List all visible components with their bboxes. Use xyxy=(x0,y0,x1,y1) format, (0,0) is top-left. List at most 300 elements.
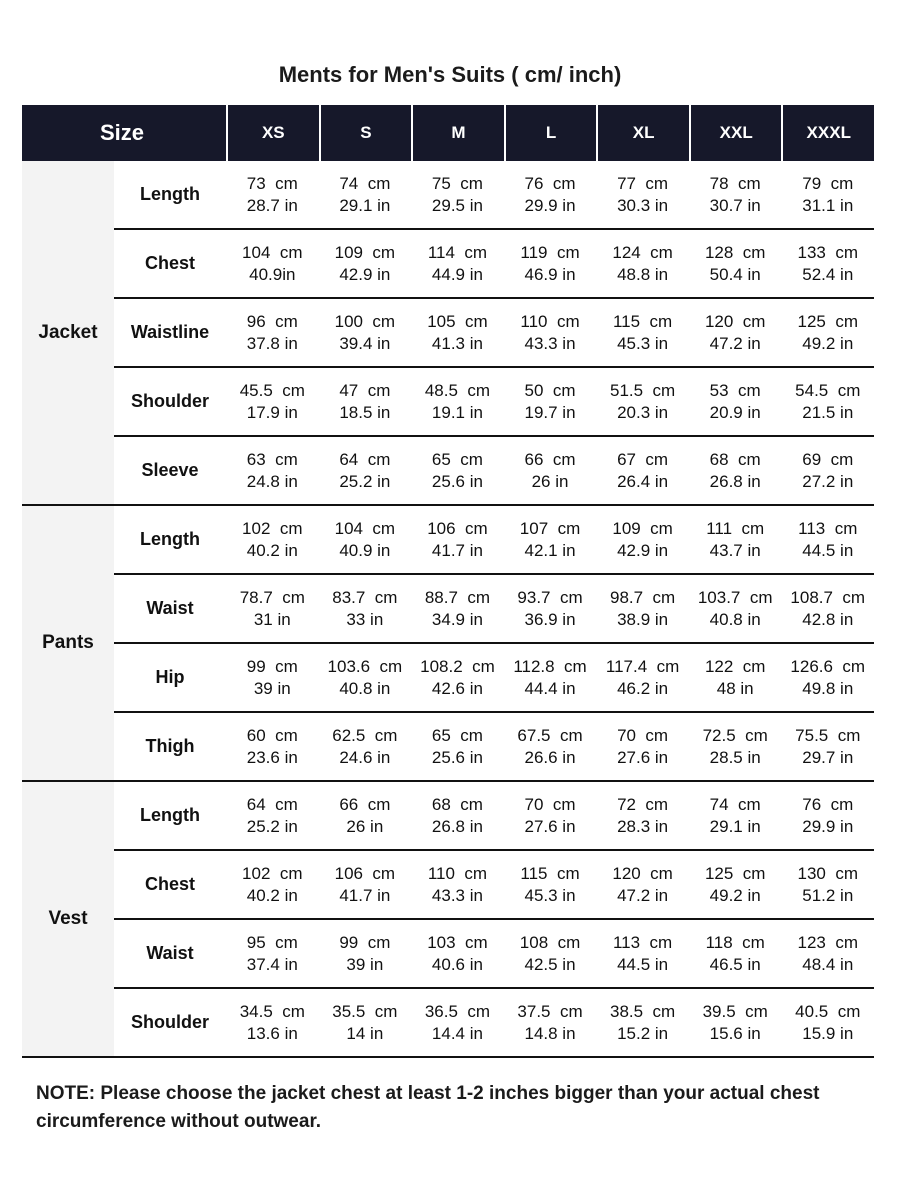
value-cm: 113 cm xyxy=(798,518,858,538)
table-cell xyxy=(689,575,782,642)
value-inch: 44.5 in xyxy=(617,954,669,974)
value-inch: 37.8 in xyxy=(246,333,298,353)
value-inch: 31 in xyxy=(253,609,291,629)
value-cm: 130 cm xyxy=(797,863,858,883)
table-cell xyxy=(504,437,597,504)
value-cm: 53 cm xyxy=(709,380,761,400)
value-cm: 62.5 cm xyxy=(332,725,398,745)
table-cell xyxy=(226,161,319,228)
table-cell xyxy=(596,782,689,849)
value-cm: 102 cm xyxy=(242,863,303,883)
value-cm: 107 cm xyxy=(519,518,581,538)
table-cell xyxy=(226,368,319,435)
table-cell xyxy=(781,575,874,642)
table-cell xyxy=(319,851,412,918)
table-cell xyxy=(504,368,597,435)
value-cm: 83.7 cm xyxy=(332,587,398,607)
value-inch: 14.8 in xyxy=(524,1023,576,1043)
sizing-note: NOTE: Please choose the jacket chest at least 1-2 inches bigger than your actual chest circumference without outwear. xyxy=(36,1083,820,1132)
table-cell xyxy=(689,437,782,504)
value-cm: 67 cm xyxy=(617,449,669,469)
value-inch: 44.5 in xyxy=(802,540,854,560)
value-inch: 26 in xyxy=(531,471,569,491)
table-cell xyxy=(319,230,412,297)
table-row xyxy=(114,713,874,780)
value-inch: 38.9 in xyxy=(617,609,669,629)
table-row xyxy=(114,161,874,230)
size-s: S xyxy=(319,105,412,161)
value-cm: 106 cm xyxy=(427,518,488,538)
value-inch: 44.4 in xyxy=(524,678,576,698)
value-inch: 41.7 in xyxy=(339,885,391,905)
value-cm: 35.5 cm xyxy=(332,1001,398,1021)
value-inch: 40.2 in xyxy=(246,885,298,905)
value-inch: 19.7 in xyxy=(524,402,576,422)
table-cell xyxy=(411,713,504,780)
value-cm: 70 cm xyxy=(524,794,576,814)
value-inch: 46.2 in xyxy=(617,678,669,698)
value-inch: 42.1 in xyxy=(524,540,576,560)
table-cell xyxy=(596,575,689,642)
table-cell xyxy=(504,989,597,1056)
value-inch: 43.7 in xyxy=(709,540,761,560)
table-cell xyxy=(689,782,782,849)
value-inch: 20.9 in xyxy=(709,402,761,422)
group-rows xyxy=(114,161,874,504)
table-cell xyxy=(596,644,689,711)
measurement-label: Waistline xyxy=(130,322,210,342)
value-cm: 40.5 cm xyxy=(795,1001,861,1021)
value-inch: 47.2 in xyxy=(617,885,669,905)
value-inch: 40.9in xyxy=(249,264,296,284)
table-cell xyxy=(596,989,689,1056)
table-cell xyxy=(781,437,874,504)
value-cm: 75.5 cm xyxy=(795,725,861,745)
value-inch: 29.9 in xyxy=(524,195,576,215)
value-inch: 42.5 in xyxy=(524,954,576,974)
value-cm: 78.7 cm xyxy=(239,587,305,607)
value-inch: 21.5 in xyxy=(802,402,854,422)
value-inch: 37.4 in xyxy=(246,954,298,974)
table-row xyxy=(114,989,874,1056)
value-inch: 45.3 in xyxy=(617,333,669,353)
value-cm: 75 cm xyxy=(431,173,483,193)
table-cell xyxy=(319,920,412,987)
table-row xyxy=(114,644,874,713)
table-cell xyxy=(781,161,874,228)
value-cm: 45.5 cm xyxy=(239,380,305,400)
table-cell xyxy=(411,782,504,849)
table-cell xyxy=(689,851,782,918)
value-inch: 28.5 in xyxy=(709,747,761,767)
table-cell xyxy=(596,506,689,573)
value-cm: 119 cm xyxy=(520,242,580,262)
table-cell xyxy=(504,161,597,228)
measurement-label: Shoulder xyxy=(130,391,209,411)
value-inch: 34.9 in xyxy=(431,609,483,629)
value-inch: 46.5 in xyxy=(709,954,761,974)
value-cm: 74 cm xyxy=(339,173,391,193)
table-cell xyxy=(781,644,874,711)
table-cell xyxy=(319,437,412,504)
value-cm: 95 cm xyxy=(246,932,298,952)
measurement-groups xyxy=(22,161,874,1058)
value-inch: 43.3 in xyxy=(524,333,576,353)
value-cm: 122 cm xyxy=(704,656,766,676)
table-row xyxy=(114,506,874,575)
size-l: L xyxy=(504,105,597,161)
measurement-label: Waist xyxy=(146,943,194,963)
table-cell xyxy=(596,230,689,297)
table-cell xyxy=(226,782,319,849)
size-header-label: Size xyxy=(100,120,145,145)
value-inch: 29.5 in xyxy=(431,195,483,215)
value-cm: 50 cm xyxy=(524,380,576,400)
value-inch: 25.2 in xyxy=(339,471,391,491)
value-cm: 113 cm xyxy=(612,932,673,952)
table-cell xyxy=(319,644,412,711)
table-cell xyxy=(504,506,597,573)
value-cm: 72 cm xyxy=(617,794,669,814)
value-cm: 123 cm xyxy=(797,932,858,952)
size-xxl: XXL xyxy=(689,105,782,161)
table-cell xyxy=(226,230,319,297)
value-cm: 66 cm xyxy=(524,449,576,469)
value-cm: 112.8 cm xyxy=(513,656,587,676)
value-inch: 36.9 in xyxy=(524,609,576,629)
table-cell xyxy=(504,713,597,780)
value-cm: 65 cm xyxy=(431,725,483,745)
value-inch: 42.9 in xyxy=(617,540,669,560)
table-cell xyxy=(504,230,597,297)
table-row xyxy=(114,851,874,920)
value-cm: 39.5 cm xyxy=(702,1001,768,1021)
value-cm: 110 cm xyxy=(427,863,488,883)
value-inch: 19.1 in xyxy=(431,402,483,422)
value-inch: 41.7 in xyxy=(431,540,483,560)
value-inch: 47.2 in xyxy=(709,333,761,353)
value-cm: 102 cm xyxy=(242,518,303,538)
value-inch: 26.6 in xyxy=(524,747,576,767)
table-cell xyxy=(319,506,412,573)
table-cell xyxy=(689,161,782,228)
value-cm: 105 cm xyxy=(427,311,488,331)
value-cm: 99 cm xyxy=(246,656,298,676)
value-inch: 17.9 in xyxy=(246,402,298,422)
value-cm: 115 cm xyxy=(520,863,580,883)
table-cell xyxy=(226,713,319,780)
table-cell xyxy=(596,713,689,780)
value-inch: 39 in xyxy=(346,954,384,974)
value-inch: 29.1 in xyxy=(709,816,761,836)
measurement-label: Sleeve xyxy=(141,460,199,480)
value-inch: 44.9 in xyxy=(431,264,483,284)
table-cell xyxy=(411,989,504,1056)
value-cm: 36.5 cm xyxy=(424,1001,491,1021)
value-cm: 114 cm xyxy=(427,242,488,262)
table-cell xyxy=(226,506,319,573)
value-inch: 40.8 in xyxy=(339,678,391,698)
value-inch: 25.6 in xyxy=(431,471,483,491)
table-cell xyxy=(319,713,412,780)
table-cell xyxy=(689,920,782,987)
value-inch: 42.9 in xyxy=(339,264,391,284)
group-pants xyxy=(22,506,874,782)
value-cm: 128 cm xyxy=(704,242,766,262)
table-row xyxy=(114,782,874,851)
value-inch: 27.2 in xyxy=(802,471,854,491)
value-cm: 120 cm xyxy=(612,863,673,883)
measurement-label: Length xyxy=(140,184,200,204)
value-inch: 28.7 in xyxy=(246,195,298,215)
value-inch: 33 in xyxy=(346,609,384,629)
table-cell xyxy=(319,989,412,1056)
value-cm: 111 cm xyxy=(706,518,765,538)
measurement-label: Thigh xyxy=(145,736,195,756)
value-cm: 108 cm xyxy=(519,932,581,952)
group-vest xyxy=(22,782,874,1058)
table-row xyxy=(114,575,874,644)
value-cm: 67.5 cm xyxy=(517,725,583,745)
table-cell xyxy=(226,851,319,918)
value-inch: 25.2 in xyxy=(246,816,298,836)
table-cell xyxy=(596,851,689,918)
table-cell xyxy=(319,575,412,642)
value-inch: 30.7 in xyxy=(709,195,761,215)
table-cell xyxy=(226,575,319,642)
value-inch: 41.3 in xyxy=(431,333,483,353)
value-inch: 46.9 in xyxy=(524,264,576,284)
table-cell xyxy=(411,437,504,504)
table-cell xyxy=(504,575,597,642)
value-cm: 115 cm xyxy=(612,311,673,331)
value-cm: 104 cm xyxy=(334,518,396,538)
value-cm: 118 cm xyxy=(705,932,765,952)
value-cm: 93.7 cm xyxy=(517,587,583,607)
table-row xyxy=(114,299,874,368)
value-inch: 20.3 in xyxy=(617,402,669,422)
table-cell xyxy=(226,299,319,366)
table-cell xyxy=(781,851,874,918)
value-inch: 25.6 in xyxy=(431,747,483,767)
value-inch: 39 in xyxy=(253,678,291,698)
value-cm: 103.6 cm xyxy=(327,656,403,676)
value-cm: 125 cm xyxy=(704,863,766,883)
value-cm: 76 cm xyxy=(802,794,854,814)
value-inch: 28.3 in xyxy=(617,816,669,836)
table-row xyxy=(114,230,874,299)
value-inch: 49.8 in xyxy=(802,678,854,698)
table-cell xyxy=(504,644,597,711)
table-cell xyxy=(504,299,597,366)
table-cell xyxy=(596,161,689,228)
value-inch: 24.8 in xyxy=(246,471,298,491)
value-inch: 45.3 in xyxy=(524,885,576,905)
value-cm: 99 cm xyxy=(339,932,391,952)
table-cell xyxy=(319,782,412,849)
value-cm: 79 cm xyxy=(802,173,854,193)
table-cell xyxy=(411,920,504,987)
value-cm: 124 cm xyxy=(612,242,673,262)
value-inch: 26.4 in xyxy=(617,471,669,491)
group-label: Pants xyxy=(22,506,114,780)
value-inch: 26.8 in xyxy=(709,471,761,491)
value-inch: 14.4 in xyxy=(431,1023,483,1043)
table-cell xyxy=(411,851,504,918)
value-cm: 64 cm xyxy=(246,794,298,814)
value-cm: 106 cm xyxy=(334,863,396,883)
measurement-label: Chest xyxy=(144,253,195,273)
table-cell xyxy=(689,713,782,780)
value-cm: 77 cm xyxy=(617,173,669,193)
value-cm: 64 cm xyxy=(339,449,391,469)
value-cm: 98.7 cm xyxy=(610,587,676,607)
value-inch: 29.9 in xyxy=(802,816,854,836)
value-inch: 13.6 in xyxy=(246,1023,298,1043)
table-cell xyxy=(689,368,782,435)
value-inch: 40.9 in xyxy=(339,540,391,560)
table-cell xyxy=(411,506,504,573)
table-cell xyxy=(319,161,412,228)
value-inch: 23.6 in xyxy=(246,747,298,767)
value-cm: 96 cm xyxy=(246,311,298,331)
value-cm: 37.5 cm xyxy=(517,1001,583,1021)
value-inch: 15.9 in xyxy=(802,1023,854,1043)
value-cm: 104 cm xyxy=(242,242,303,262)
value-cm: 51.5 cm xyxy=(610,380,676,400)
value-inch: 18.5 in xyxy=(339,402,391,422)
value-inch: 42.6 in xyxy=(431,678,483,698)
table-cell xyxy=(689,299,782,366)
table-cell xyxy=(781,920,874,987)
value-cm: 74 cm xyxy=(709,794,761,814)
table-cell xyxy=(689,989,782,1056)
value-inch: 29.7 in xyxy=(802,747,854,767)
value-inch: 48.4 in xyxy=(802,954,854,974)
value-inch: 27.6 in xyxy=(617,747,669,767)
value-cm: 65 cm xyxy=(431,449,483,469)
chart-title: Ments for Men's Suits ( cm/ inch) xyxy=(278,62,622,87)
table-cell xyxy=(411,368,504,435)
table-cell xyxy=(689,230,782,297)
value-cm: 109 cm xyxy=(612,518,673,538)
value-cm: 125 cm xyxy=(797,311,858,331)
value-inch: 24.6 in xyxy=(339,747,391,767)
table-cell xyxy=(504,920,597,987)
table-cell xyxy=(504,851,597,918)
group-rows xyxy=(114,506,874,780)
value-inch: 40.2 in xyxy=(246,540,298,560)
value-cm: 73 cm xyxy=(246,173,298,193)
group-label: Vest xyxy=(22,782,114,1056)
value-cm: 63 cm xyxy=(246,449,298,469)
table-cell xyxy=(596,920,689,987)
value-cm: 133 cm xyxy=(797,242,858,262)
table-cell xyxy=(689,644,782,711)
table-cell xyxy=(781,713,874,780)
table-cell xyxy=(781,299,874,366)
value-cm: 72.5 cm xyxy=(702,725,768,745)
value-cm: 108.2 cm xyxy=(420,656,495,676)
value-cm: 34.5 cm xyxy=(239,1001,305,1021)
table-cell xyxy=(319,299,412,366)
value-cm: 100 cm xyxy=(334,311,396,331)
value-inch: 40.6 in xyxy=(431,954,483,974)
size-xl: XL xyxy=(596,105,689,161)
table-cell xyxy=(781,506,874,573)
value-cm: 78 cm xyxy=(709,173,761,193)
value-inch: 48 in xyxy=(716,678,754,698)
table-cell xyxy=(781,368,874,435)
value-cm: 108.7 cm xyxy=(790,587,866,607)
measurement-label: Length xyxy=(140,805,200,825)
measurement-label: Shoulder xyxy=(130,1012,209,1032)
table-cell xyxy=(781,782,874,849)
value-cm: 103.7 cm xyxy=(697,587,773,607)
value-cm: 120 cm xyxy=(704,311,766,331)
value-cm: 68 cm xyxy=(709,449,761,469)
value-cm: 103 cm xyxy=(427,932,488,952)
value-inch: 30.3 in xyxy=(617,195,669,215)
table-cell xyxy=(226,437,319,504)
table-cell xyxy=(226,644,319,711)
measurement-label: Hip xyxy=(155,667,185,687)
size-m: M xyxy=(411,105,504,161)
value-cm: 76 cm xyxy=(524,173,576,193)
value-cm: 117.4 cm xyxy=(605,656,680,676)
group-rows xyxy=(114,782,874,1056)
value-inch: 15.2 in xyxy=(617,1023,669,1043)
value-cm: 110 cm xyxy=(520,311,580,331)
value-inch: 15.6 in xyxy=(709,1023,761,1043)
table-cell xyxy=(596,437,689,504)
size-xs: XS xyxy=(226,105,319,161)
value-cm: 109 cm xyxy=(334,242,396,262)
value-inch: 49.2 in xyxy=(802,333,854,353)
value-inch: 39.4 in xyxy=(339,333,391,353)
measurement-label: Waist xyxy=(146,598,194,618)
table-cell xyxy=(411,161,504,228)
value-inch: 26.8 in xyxy=(431,816,483,836)
value-cm: 66 cm xyxy=(339,794,391,814)
table-row xyxy=(114,437,874,504)
table-cell xyxy=(411,644,504,711)
value-cm: 38.5 cm xyxy=(610,1001,676,1021)
value-inch: 43.3 in xyxy=(431,885,483,905)
value-inch: 52.4 in xyxy=(802,264,854,284)
value-inch: 40.8 in xyxy=(709,609,761,629)
value-inch: 26 in xyxy=(346,816,384,836)
size-header-row xyxy=(22,105,874,161)
size-xxxl: XXXL xyxy=(781,105,874,161)
value-cm: 88.7 cm xyxy=(424,587,491,607)
value-cm: 126.6 cm xyxy=(790,656,866,676)
table-cell xyxy=(689,506,782,573)
table-cell xyxy=(504,782,597,849)
table-cell xyxy=(596,299,689,366)
value-inch: 31.1 in xyxy=(802,195,854,215)
table-cell xyxy=(411,575,504,642)
group-label: Jacket xyxy=(22,161,114,504)
value-inch: 48.8 in xyxy=(617,264,669,284)
table-cell xyxy=(319,368,412,435)
table-row xyxy=(114,368,874,437)
size-table xyxy=(22,105,874,1058)
table-row xyxy=(114,920,874,989)
value-inch: 51.2 in xyxy=(802,885,854,905)
table-cell xyxy=(411,299,504,366)
value-cm: 68 cm xyxy=(431,794,483,814)
